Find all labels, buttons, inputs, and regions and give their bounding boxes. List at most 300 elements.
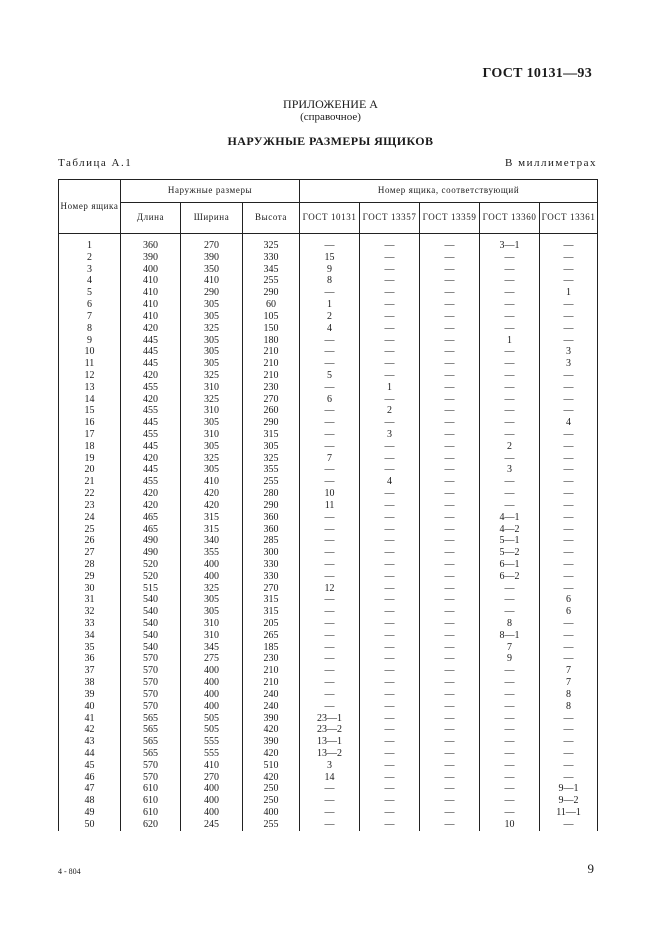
- table-cell: 400: [181, 677, 243, 689]
- table-row: [59, 819, 598, 831]
- table-cell: —: [360, 724, 420, 736]
- table-cell: 355: [181, 547, 243, 559]
- table-cell: 305: [181, 417, 243, 429]
- table-cell: —: [420, 630, 480, 642]
- table-cell: 325: [181, 323, 243, 335]
- table-cell: 4: [300, 323, 360, 335]
- table-cell: 6: [540, 606, 598, 618]
- table-row: [59, 736, 598, 748]
- table-cell: —: [360, 606, 420, 618]
- table-cell: —: [420, 346, 480, 358]
- table-row: [59, 358, 598, 370]
- table-cell: 46: [59, 772, 121, 784]
- table-row: [59, 547, 598, 559]
- table-cell: 3: [540, 346, 598, 358]
- table-cell: —: [480, 405, 540, 417]
- table-row: [59, 701, 598, 713]
- table-cell: 445: [121, 358, 181, 370]
- table-cell: —: [480, 358, 540, 370]
- table-cell: 420: [181, 488, 243, 500]
- table-cell: 455: [121, 476, 181, 488]
- table-cell: 10: [300, 488, 360, 500]
- table-cell: —: [420, 594, 480, 606]
- table-cell: —: [480, 677, 540, 689]
- table-cell: 305: [181, 311, 243, 323]
- table-cell: 570: [121, 772, 181, 784]
- table-cell: 555: [181, 748, 243, 760]
- table-cell: 310: [181, 382, 243, 394]
- table-row: [59, 441, 598, 453]
- table-cell: —: [420, 382, 480, 394]
- table-cell: —: [540, 512, 598, 524]
- table-row: [59, 488, 598, 500]
- table-cell: —: [480, 323, 540, 335]
- table-cell: 410: [181, 275, 243, 287]
- table-cell: 24: [59, 512, 121, 524]
- table-row: [59, 535, 598, 547]
- table-cell: 33: [59, 618, 121, 630]
- table-cell: 285: [243, 535, 300, 547]
- table-cell: 210: [243, 370, 300, 382]
- table-cell: 310: [181, 630, 243, 642]
- table-cell: 19: [59, 453, 121, 465]
- table-cell: 315: [243, 606, 300, 618]
- table-cell: —: [420, 665, 480, 677]
- table-cell: 21: [59, 476, 121, 488]
- table-cell: —: [480, 748, 540, 760]
- table-cell: 360: [121, 240, 181, 252]
- table-cell: 270: [243, 394, 300, 406]
- units-label: В миллиметрах: [505, 157, 597, 169]
- table-cell: —: [420, 358, 480, 370]
- table-cell: —: [300, 701, 360, 713]
- table-cell: 325: [243, 453, 300, 465]
- table-cell: —: [540, 394, 598, 406]
- table-cell: 360: [243, 512, 300, 524]
- table-cell: —: [480, 264, 540, 276]
- table-cell: 555: [181, 736, 243, 748]
- table-cell: 420: [121, 323, 181, 335]
- table-cell: 315: [243, 594, 300, 606]
- table-row: [59, 287, 598, 299]
- table-cell: 515: [121, 583, 181, 595]
- table-cell: —: [480, 583, 540, 595]
- table-cell: —: [300, 618, 360, 630]
- header-length: Длина: [121, 203, 181, 234]
- table-cell: 5—1: [480, 535, 540, 547]
- table-cell: —: [360, 642, 420, 654]
- table-cell: —: [300, 819, 360, 831]
- table-cell: 400: [121, 264, 181, 276]
- table-cell: —: [360, 772, 420, 784]
- table-cell: —: [360, 488, 420, 500]
- table-cell: 2: [360, 405, 420, 417]
- table-cell: 345: [181, 642, 243, 654]
- table-cell: 37: [59, 665, 121, 677]
- table-cell: 47: [59, 783, 121, 795]
- table-cell: 210: [243, 665, 300, 677]
- table-cell: —: [480, 346, 540, 358]
- table-cell: —: [300, 571, 360, 583]
- header-gost-13359: ГОСТ 13359: [420, 203, 480, 234]
- table-cell: 245: [181, 819, 243, 831]
- table-cell: 610: [121, 783, 181, 795]
- table-cell: 565: [121, 724, 181, 736]
- table-cell: —: [540, 630, 598, 642]
- table-cell: —: [300, 653, 360, 665]
- table-cell: —: [540, 524, 598, 536]
- table-cell: —: [480, 724, 540, 736]
- table-cell: 7: [59, 311, 121, 323]
- table-cell: 570: [121, 689, 181, 701]
- table-cell: 31: [59, 594, 121, 606]
- table-cell: —: [420, 476, 480, 488]
- table-cell: 3: [300, 760, 360, 772]
- table-cell: 420: [243, 772, 300, 784]
- table-cell: —: [480, 476, 540, 488]
- table-cell: 13: [59, 382, 121, 394]
- table-cell: 6—2: [480, 571, 540, 583]
- table-cell: 420: [121, 370, 181, 382]
- document-code: ГОСТ 10131—93: [482, 66, 592, 81]
- table-cell: 14: [300, 772, 360, 784]
- table-cell: 570: [121, 701, 181, 713]
- table-cell: —: [540, 240, 598, 252]
- table-cell: —: [300, 441, 360, 453]
- table-cell: 505: [181, 724, 243, 736]
- table-cell: 26: [59, 535, 121, 547]
- table-cell: 8: [59, 323, 121, 335]
- table-cell: —: [540, 275, 598, 287]
- table-cell: 510: [243, 760, 300, 772]
- table-cell: 310: [181, 405, 243, 417]
- table-cell: —: [300, 358, 360, 370]
- table-cell: 3: [540, 358, 598, 370]
- header-box-number: Номер ящика: [59, 180, 121, 234]
- table-cell: 540: [121, 642, 181, 654]
- table-cell: 390: [243, 713, 300, 725]
- table-cell: 1: [360, 382, 420, 394]
- table-cell: —: [420, 736, 480, 748]
- table-cell: —: [420, 370, 480, 382]
- table-cell: —: [300, 512, 360, 524]
- table-cell: —: [420, 559, 480, 571]
- table-cell: 1: [540, 287, 598, 299]
- table-cell: 230: [243, 653, 300, 665]
- table-cell: 325: [181, 394, 243, 406]
- table-row: [59, 524, 598, 536]
- table-cell: 400: [181, 559, 243, 571]
- header-gost-13357: ГОСТ 13357: [360, 203, 420, 234]
- table-cell: 230: [243, 382, 300, 394]
- table-cell: —: [420, 417, 480, 429]
- table-cell: 420: [181, 500, 243, 512]
- appendix-title: ПРИЛОЖЕНИЕ А: [283, 97, 378, 111]
- table-cell: 330: [243, 559, 300, 571]
- table-cell: —: [300, 665, 360, 677]
- table-cell: —: [540, 453, 598, 465]
- table-cell: 520: [121, 571, 181, 583]
- table-cell: 300: [243, 547, 300, 559]
- table-cell: 18: [59, 441, 121, 453]
- table-cell: —: [540, 547, 598, 559]
- table-cell: 48: [59, 795, 121, 807]
- table-cell: —: [540, 772, 598, 784]
- table-cell: 9—2: [540, 795, 598, 807]
- table-cell: 15: [300, 252, 360, 264]
- table-cell: 3: [59, 264, 121, 276]
- table-cell: 13—1: [300, 736, 360, 748]
- table-cell: —: [360, 275, 420, 287]
- table-cell: —: [300, 346, 360, 358]
- table-cell: 315: [243, 429, 300, 441]
- table-cell: 3: [360, 429, 420, 441]
- table-cell: —: [540, 382, 598, 394]
- table-cell: 610: [121, 807, 181, 819]
- table-cell: 2: [480, 441, 540, 453]
- table-cell: 6: [540, 594, 598, 606]
- table-label: Таблица А.1: [58, 157, 133, 169]
- table-cell: 6: [300, 394, 360, 406]
- table-cell: —: [420, 819, 480, 831]
- table-cell: 8: [480, 618, 540, 630]
- table-row: [59, 335, 598, 347]
- table-cell: —: [360, 417, 420, 429]
- table-cell: —: [480, 500, 540, 512]
- table-cell: 44: [59, 748, 121, 760]
- table-cell: —: [540, 500, 598, 512]
- table-cell: —: [420, 488, 480, 500]
- table-cell: —: [480, 287, 540, 299]
- table-cell: 570: [121, 677, 181, 689]
- table-cell: —: [420, 606, 480, 618]
- table-cell: 540: [121, 630, 181, 642]
- table-cell: 390: [121, 252, 181, 264]
- table-cell: —: [300, 559, 360, 571]
- table-cell: 255: [243, 819, 300, 831]
- table-row: [59, 299, 598, 311]
- table-cell: —: [360, 524, 420, 536]
- table-cell: 420: [243, 748, 300, 760]
- table-row: [59, 724, 598, 736]
- table-cell: 11—1: [540, 807, 598, 819]
- table-cell: 400: [181, 571, 243, 583]
- table-cell: 105: [243, 311, 300, 323]
- table-cell: —: [360, 653, 420, 665]
- table-cell: 410: [121, 275, 181, 287]
- table-cell: 565: [121, 748, 181, 760]
- table-cell: 4: [540, 417, 598, 429]
- table-cell: 275: [181, 653, 243, 665]
- table-cell: —: [540, 299, 598, 311]
- table-cell: 30: [59, 583, 121, 595]
- table-cell: 255: [243, 476, 300, 488]
- table-cell: —: [360, 618, 420, 630]
- table-cell: 23—2: [300, 724, 360, 736]
- table-cell: —: [360, 819, 420, 831]
- table-cell: —: [300, 476, 360, 488]
- table-cell: 270: [243, 583, 300, 595]
- table-cell: —: [300, 677, 360, 689]
- table-cell: 5: [59, 287, 121, 299]
- table-cell: 305: [181, 299, 243, 311]
- table-cell: —: [480, 606, 540, 618]
- table-cell: 360: [243, 524, 300, 536]
- table-cell: —: [360, 547, 420, 559]
- table-cell: —: [360, 464, 420, 476]
- table-cell: 210: [243, 358, 300, 370]
- table-row: [59, 571, 598, 583]
- table-cell: —: [540, 583, 598, 595]
- table-row: [59, 630, 598, 642]
- table-cell: 8: [300, 275, 360, 287]
- table-cell: 420: [243, 724, 300, 736]
- table-cell: 35: [59, 642, 121, 654]
- table-row: [59, 346, 598, 358]
- table-cell: —: [300, 594, 360, 606]
- table-cell: 445: [121, 441, 181, 453]
- table-cell: 250: [243, 783, 300, 795]
- table-cell: —: [360, 500, 420, 512]
- table-row: [59, 606, 598, 618]
- table-cell: 455: [121, 429, 181, 441]
- table-cell: 45: [59, 760, 121, 772]
- table-cell: —: [360, 252, 420, 264]
- table-cell: —: [420, 618, 480, 630]
- table-cell: 465: [121, 512, 181, 524]
- table-cell: —: [300, 240, 360, 252]
- table-cell: 1: [480, 335, 540, 347]
- table-cell: 445: [121, 417, 181, 429]
- table-cell: —: [360, 287, 420, 299]
- table-cell: —: [420, 275, 480, 287]
- table-cell: 420: [121, 394, 181, 406]
- section-title: НАРУЖНЫЕ РАЗМЕРЫ ЯЩИКОВ: [227, 134, 434, 148]
- table-cell: —: [480, 417, 540, 429]
- table-cell: —: [420, 524, 480, 536]
- table-cell: 465: [121, 524, 181, 536]
- table-cell: —: [300, 630, 360, 642]
- table-cell: 400: [181, 665, 243, 677]
- table-cell: —: [420, 500, 480, 512]
- table-cell: —: [540, 713, 598, 725]
- table-cell: —: [480, 394, 540, 406]
- table-cell: 490: [121, 535, 181, 547]
- table-cell: —: [540, 642, 598, 654]
- table-cell: 6—1: [480, 559, 540, 571]
- table-cell: —: [480, 772, 540, 784]
- table-cell: 445: [121, 335, 181, 347]
- table-cell: —: [420, 405, 480, 417]
- table-cell: 570: [121, 665, 181, 677]
- table-cell: 350: [181, 264, 243, 276]
- table-cell: —: [540, 370, 598, 382]
- table-cell: 455: [121, 405, 181, 417]
- table-cell: —: [360, 748, 420, 760]
- table-cell: 7: [540, 665, 598, 677]
- table-cell: 315: [181, 512, 243, 524]
- table-cell: —: [540, 323, 598, 335]
- table-cell: —: [360, 535, 420, 547]
- table-cell: 540: [121, 606, 181, 618]
- table-cell: —: [420, 795, 480, 807]
- table-cell: 570: [121, 760, 181, 772]
- table-cell: 1: [59, 240, 121, 252]
- table-cell: —: [360, 358, 420, 370]
- table-cell: —: [360, 807, 420, 819]
- table-cell: 330: [243, 252, 300, 264]
- table-cell: —: [540, 760, 598, 772]
- table-cell: 410: [121, 287, 181, 299]
- table-cell: —: [300, 795, 360, 807]
- table-cell: —: [540, 464, 598, 476]
- table-cell: —: [420, 571, 480, 583]
- table-cell: 260: [243, 405, 300, 417]
- table-row: [59, 500, 598, 512]
- table-cell: —: [360, 760, 420, 772]
- table-cell: 16: [59, 417, 121, 429]
- table-cell: 8: [540, 689, 598, 701]
- table-cell: 410: [181, 476, 243, 488]
- table-cell: 420: [121, 488, 181, 500]
- header-corresponding-number: Номер ящика, соответствующий: [300, 180, 598, 203]
- table-cell: 10: [480, 819, 540, 831]
- table-cell: —: [420, 713, 480, 725]
- table-cell: 8—1: [480, 630, 540, 642]
- table-cell: 310: [181, 429, 243, 441]
- table-cell: —: [360, 783, 420, 795]
- table-cell: —: [360, 240, 420, 252]
- table-cell: 355: [243, 464, 300, 476]
- table-cell: —: [480, 689, 540, 701]
- table-cell: —: [540, 571, 598, 583]
- table-cell: 7: [480, 642, 540, 654]
- table-row: [59, 713, 598, 725]
- table-cell: —: [480, 665, 540, 677]
- table-row: [59, 382, 598, 394]
- header-height: Высота: [243, 203, 300, 234]
- footer-code: 4 - 804: [58, 867, 81, 876]
- table-cell: —: [360, 594, 420, 606]
- table-row: [59, 275, 598, 287]
- page-number: 9: [587, 861, 594, 876]
- table-cell: —: [360, 665, 420, 677]
- table-cell: —: [360, 701, 420, 713]
- table-cell: 38: [59, 677, 121, 689]
- header-outer-sizes: Наружные размеры: [121, 180, 300, 203]
- table-cell: —: [300, 417, 360, 429]
- table-cell: 400: [181, 701, 243, 713]
- appendix-note: (справочное): [300, 111, 361, 123]
- table-cell: 270: [181, 240, 243, 252]
- table-cell: 400: [181, 689, 243, 701]
- table-cell: —: [420, 547, 480, 559]
- table-cell: 41: [59, 713, 121, 725]
- table-cell: —: [360, 559, 420, 571]
- table-cell: —: [480, 488, 540, 500]
- table-cell: 305: [181, 358, 243, 370]
- table-cell: 7: [540, 677, 598, 689]
- table-cell: —: [420, 535, 480, 547]
- table-cell: —: [420, 701, 480, 713]
- table-cell: —: [420, 783, 480, 795]
- table-cell: —: [480, 453, 540, 465]
- table-cell: —: [480, 429, 540, 441]
- table-cell: —: [420, 772, 480, 784]
- table-cell: 305: [181, 346, 243, 358]
- table-cell: —: [420, 760, 480, 772]
- table-cell: 345: [243, 264, 300, 276]
